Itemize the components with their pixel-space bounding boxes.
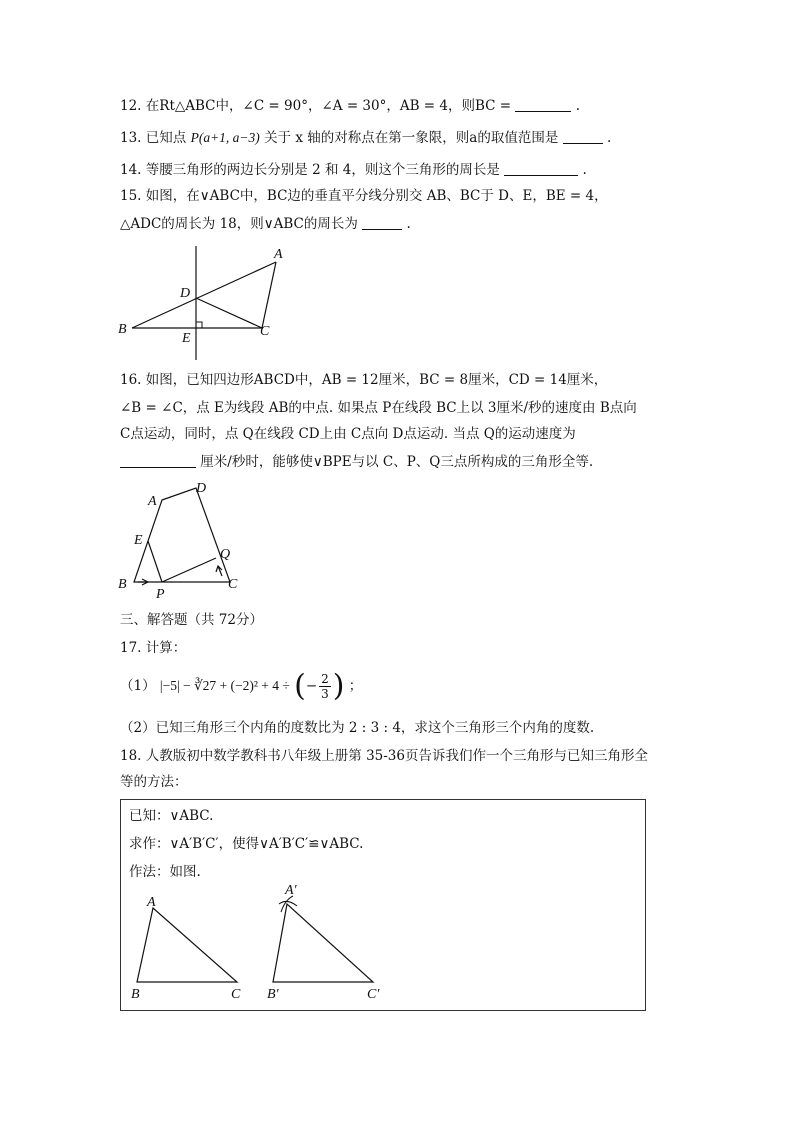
question-12 [120, 96, 580, 116]
find-line: 求作：∨A′B′C′，使得∨A′B′C′≌∨ABC. [129, 836, 364, 852]
triangle-ABC [137, 908, 237, 982]
question-text: △ADC的周长为 18，则∨ABC的周长为 [120, 216, 358, 232]
question-number: 13. [120, 130, 142, 146]
question-17-part-1 [120, 668, 362, 704]
answer-blank[interactable] [515, 97, 571, 112]
question-number: 16. [120, 372, 142, 388]
question-number: 17. [120, 640, 142, 656]
question-number: 18. [120, 748, 142, 764]
segment-AC [262, 262, 276, 328]
question-17 [120, 638, 186, 658]
triangle-A1B1C1 [273, 904, 373, 982]
period: . [582, 162, 587, 178]
left-paren: ( [294, 668, 306, 704]
answer-blank[interactable] [362, 215, 402, 230]
question-16-line-4 [120, 452, 593, 472]
fraction-numerator: 2 [321, 672, 329, 686]
period: . [575, 98, 580, 114]
question-text: 关于 x 轴的对称点在第一象限，则a的取值范围是 [264, 130, 559, 146]
period: . [606, 130, 612, 146]
question-16-line-2 [120, 398, 637, 418]
segment-PQ [162, 558, 216, 582]
answer-blank[interactable] [563, 129, 603, 144]
question-text: 计算： [145, 640, 187, 656]
label-B-prime: B′ [267, 987, 279, 1002]
fraction [319, 672, 331, 701]
period: . [406, 216, 411, 232]
label-E: E [134, 533, 143, 548]
question-text: 厘米/秒时，能够使∨BPE与以 C、P、Q三点所构成的三角形全等. [200, 454, 594, 470]
fraction-denominator: 3 [321, 687, 329, 701]
question-13 [120, 128, 611, 148]
part-label: （1） [120, 678, 156, 694]
question-text: 如图，已知四边形ABCD中，AB = 12厘米，BC = 8厘米，CD = 14厘米， [145, 372, 608, 388]
label-B: B [118, 577, 127, 592]
figure-q16 [112, 476, 262, 602]
question-text: 等腰三角形的两边长分别是 2 和 4，则这个三角形的周长是 [145, 162, 500, 178]
label-B: B [118, 322, 127, 337]
label-B: B [131, 987, 140, 1002]
question-text: 如图，在∨ABC中，BC边的垂直平分线分别交 AB、BC于 D、E，BE = 4， [145, 188, 608, 204]
question-17-part-2: （2）已知三角形三个内角的度数比为 2 : 3 : 4，求这个三角形三个内角的度数. [120, 720, 595, 736]
label-A: A [147, 895, 156, 910]
question-number: 15. [120, 188, 142, 204]
label-A-prime: A′ [285, 884, 297, 898]
label-C: C [260, 324, 270, 339]
question-text: 已知点 [145, 130, 187, 146]
question-text: C点运动，同时，点 Q在线段 CD上由 C点向 D点运动. 当点 Q的运动速度为 [120, 426, 576, 442]
section-heading: 三、解答题（共 72分） [120, 612, 263, 628]
label-C: C [228, 577, 238, 592]
question-number: 12. [120, 98, 142, 114]
figure-q15 [110, 238, 310, 366]
question-14 [120, 160, 587, 180]
question-15-line-1 [120, 186, 608, 206]
question-18-line-2: 等的方法： [120, 774, 188, 790]
question-number: 14. [120, 162, 142, 178]
question-text: ∠B = ∠C，点 E为线段 AB的中点. 如果点 P在线段 BC上以 3厘米/秒的速度由 B点向 [120, 400, 637, 416]
question-18-line-1 [120, 746, 648, 766]
question-16-line-1 [120, 370, 607, 390]
arrow-C-to-Q [216, 566, 222, 576]
label-D: D [180, 286, 191, 301]
label-C: C [231, 987, 241, 1002]
answer-blank[interactable] [120, 453, 196, 468]
minus-sign: − [305, 678, 318, 694]
segment-EP [148, 541, 162, 582]
segment-BA [132, 262, 276, 328]
question-text: 人教版初中数学教科书八年级上册第 35-36页告诉我们作一个三角形与已知三角形全 [145, 748, 648, 764]
answer-blank[interactable] [504, 161, 578, 176]
point-expression: P(a+1, a−3) [190, 130, 260, 145]
math-expression: |−5| − ∛27 + (−2)² + 4 ÷ [159, 678, 290, 693]
question-16-line-3 [120, 424, 576, 444]
question-text: 在Rt△ABC中，∠C = 90°，∠A = 30°，AB = 4，则BC = [145, 98, 512, 114]
question-15-line-2 [120, 214, 411, 234]
semicolon: ； [348, 678, 363, 694]
label-P: P [156, 587, 165, 602]
figure-q18 [121, 884, 421, 1004]
label-A: A [274, 247, 283, 262]
label-C-prime: C′ [367, 987, 380, 1002]
known-line: 已知：∨ABC. [129, 808, 214, 824]
arrow-B-to-P [138, 579, 148, 585]
construction-box [120, 799, 646, 1011]
label-D: D [196, 481, 207, 496]
segment-DC [196, 298, 262, 328]
label-Q: Q [220, 547, 231, 562]
right-paren: ) [332, 668, 345, 704]
label-E: E [182, 331, 191, 346]
label-A: A [148, 494, 157, 509]
right-angle-mark [196, 322, 202, 328]
method-line: 作法：如图. [129, 864, 201, 880]
